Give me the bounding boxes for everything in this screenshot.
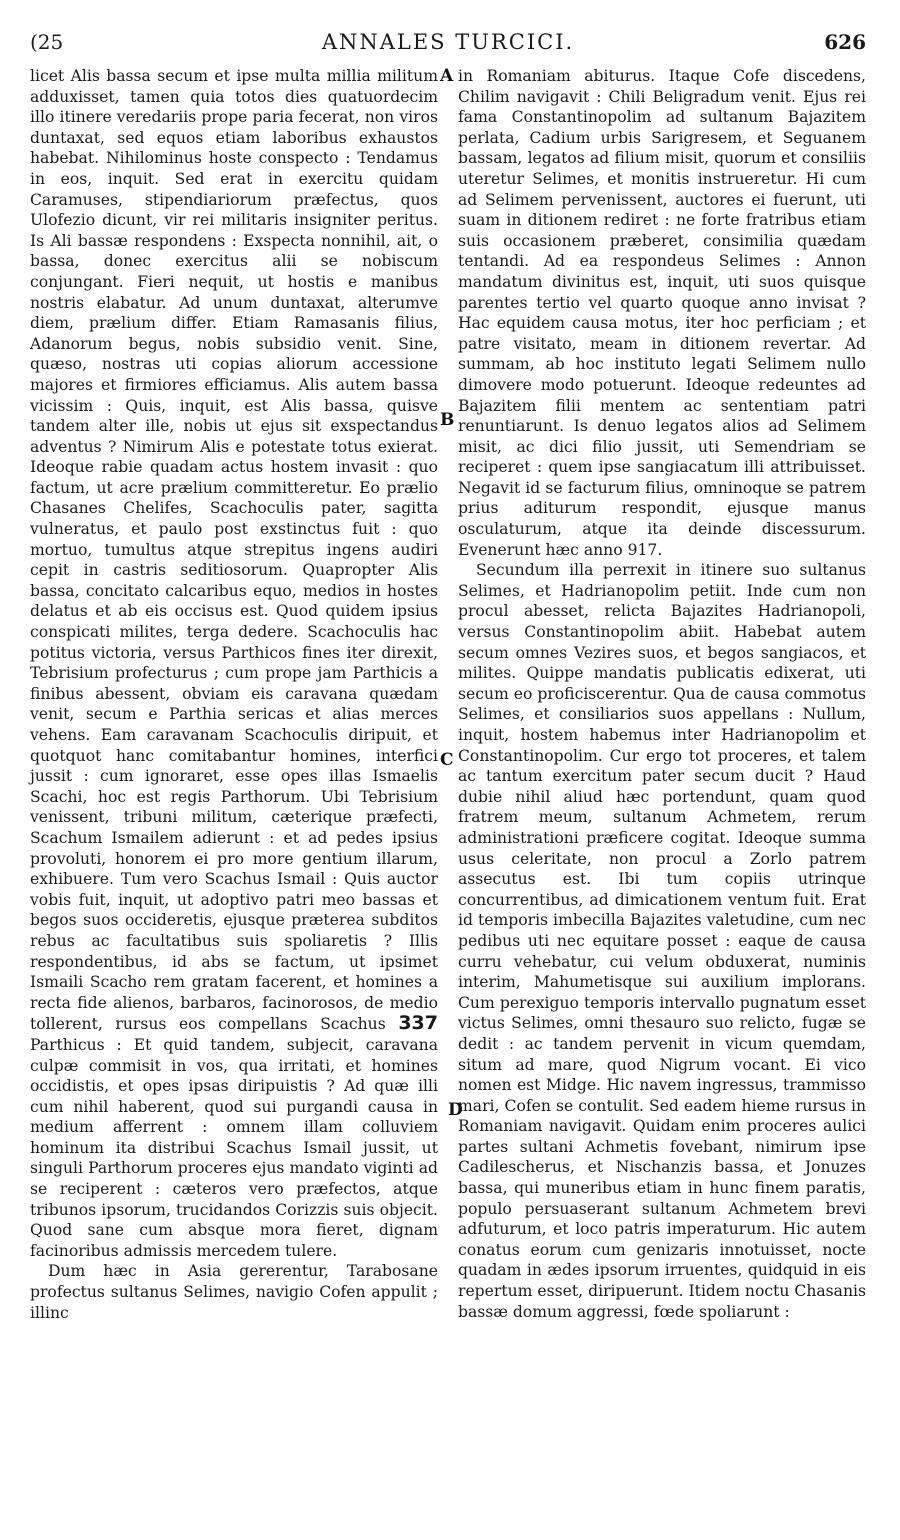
right-paragraph-2: Secundum illa perrexit in itinere suo sultanus Selimes, et Hadrianopolim petiit. Inde cum non procul abesset, relicta Bajazites Hadrianopoli, versus Constantinopolim abiit. Habebat autem secum omnes Vezires suos, et begos sangiacos, et milites. Quippe mandatis publicatis edixerat, uti secum eo proficiscerentur. Qua de causa commotus Selimes, et consiliarios suos appellans : Nullum, inquit, hostem habemus inter Hadrianopolim et Constantinopolim. Cur ergo tot proceres, et talem ac tantum exercitum pater secum ducit ? Haud dubie nihil aliud hæc portendunt, quam quod fratrem meum, sultanum Achmetem, rerum administrationi præficere cogitat. Ideoque summa usus celeritate, non procul a Zorlo patrem assecutus est. Ibi tum copiis utrinque concurrentibus, ad dimicationem ventum fuit. Erat id temporis imbecilla Bajazites valetudine, cum nec pedibus uti nec equitare posset : eaque de causa curru vehebatur, cui velum obduxerat, numinis interim, Mahumetisque sui auxilium implorans. Cum perexiguo temporis intervallo pugnatum esset victus Selimes, omni thesauro suo relicto, fugæ se dedit : ac tandem pervenit in vicum quemdam, situm ad mare, quod Nigrum vocant. Ei vico nomen est Midge. Hic navem ingressus, trammisso mari, Cofen se contulit. Sed eadem hieme rursus in Romaniam navigavit. Quidam enim proceres aulici partes sultani Achmetis fovebant, nimirum ipse Cadilescherus, et Nischanzis bassa, et Jonuzes bassa, qui muneribus etiam in hunc finem paratis, populo persuaserant sultanum Achmetem brevi adfuturum, et loco patris imperaturum. Hic autem conatus eorum cum genizaris innotuisset, nocte quadam in ædes ipsorum irruentes, quidquid in eis repertum esset, diripuerunt. Itidem noctu Chasanis bassæ domum aggressi, fœde spoliarunt : xyxy=(458,561,866,1321)
page-number: 626 xyxy=(824,30,866,54)
signature-mark: 337 xyxy=(398,1012,438,1035)
page-mark-left: (25 xyxy=(30,30,64,54)
left-paragraph-1 xyxy=(30,66,438,1261)
right-column xyxy=(458,66,866,1322)
left-column xyxy=(30,66,438,1323)
left-paragraph-1-text-a: licet Alis bassa secum et ipse multa millia militum adduxisset, tamen quia totos dies quatuordecim illo itinere veredariis prope paria fecerat, non viros duntaxat, sed equos etiam laboribus exhaustos habebat. Nihilominus hoste conspecto : Tendamus in eos, inquit. Sed erat in exercitu quidam Caramuses, stipendiariorum præfectus, quos Ulofezio dicunt, vir rei militaris insigniter peritus. Is Ali bassæ respondens : Exspecta nonnihil, ait, o bassa, donec exercitus alii se nobiscum conjungant. Fieri nequit, ut hostis e manibus nostris elabatur. Ad unum duntaxat, alterumve diem, prælium differ. Etiam Ramasanis filius, Adanorum begus, nobis subsidio venit. Sine, quæso, nostras uti copias aliorum accessione majores et firmiores efficiamus. Alis autem bassa vicissim : Quis, inquit, est Alis bassa, quisve tandem alter ille, nobis ut ejus sit exspectandus adventus ? Nimirum Alis e potestate totus exierat. Ideoque rabie quadam actus hostem invasit : quo factum, ut acre prælium committeretur. Eo prælio Chasanes Chelifes, Scachoculis pater, sagitta vulneratus, et paulo post exstinctus fuit : quo mortuo, tumultus atque strepitus ingens audiri cepit in castris seditiosorum. Quapropter Alis bassa, concitato calcaribus equo, medios in hostes delatus et ab eis occisus est. Quod quidem ipsius conspicati milites, terga dedere. Scachoculis hac potitus victoria, versus Parthicos fines iter direxit, Tebrisium profecturus ; cum prope jam Parthicis a finibus abessent, obviam eis caravana quædam venit, secum e Parthia sericas et alias merces vehens. Eam caravanam Scachoculis diripuit, et quotquot hanc comitabantur homines, interfici jussit : cum ignoraret, esse opes illas Ismaelis Scachi, hoc est regis Parthorum. Ubi Tebrisium venissent, tribuni militum, cæterique præfecti, Scachum Ismailem adierunt : et ad pedes ipsius provoluti, honorem ei pro more gentium illarum, exhibuere. Tum vero Scachus Ismail : Quis auctor vobis fuit, inquit, ut adoptivo patri meo bassas et begos suos occideretis, ejusque præterea subditos rebus ac facultatibus suis spoliaretis ? Illis respondentibus, id abs se factum, ut ipsimet Ismaili Scacho rem gratam facerent, et homines a recta fide alienos, barbaros, facinorosos, de medio tollerent, rursus eos compellans Scachus xyxy=(30,67,438,1034)
margin-marker-a: A xyxy=(440,66,454,86)
margin-marker-b: B xyxy=(440,410,455,430)
margin-marker-c: C xyxy=(440,750,454,770)
left-paragraph-2: Dum hæc in Asia gererentur, Tarabosane profectus sultanus Selimes, navigio Cofen appulit ; illinc xyxy=(30,1262,438,1322)
margin-marker-d: D xyxy=(448,1100,463,1120)
right-paragraph-1: in Romaniam abiturus. Itaque Cofe discedens, Chilim navigavit : Chili Beligradum venit. Ejus rei fama Constantinopolim ad sultanum Bajazitem perlata, Cadium urbis Sarigresem, et Seguanem bassam, legatos ad filium misit, quorum et consiliis uteretur Selimes, et monitis instrueretur. Hi cum ad Selimem pervenissent, auctores ei fuerunt, uti suam in ditionem rediret : ne forte fratribus etiam suis occasionem præberet, consimilia quædam tentandi. Ad ea respondeus Selimes : Annon mandatum divinitus est, inquit, uti suos quisque parentes tertio vel quarto quoque anno invisat ? Hac equidem causa motus, iter hoc perficiam ; et patre visitato, meam in ditionem revertar. Ad summam, ab hoc instituto legati Selimem nullo dimovere modo potuerunt. Ideoque redeuntes ad Bajazitem filii mentem ac sententiam patri renuntiarunt. Is denuo legatos alios ad Selimem misit, ac dici filio jussit, uti Semendriam se reciperet : quem ipse sangiacatum illi attribuisset. Negavit id se facturum filius, omninoque se patrem prius aditurum respondit, ejusque manus osculaturum, atque ita deinde discessurum. Evenerunt hæc anno 917. xyxy=(458,67,866,559)
left-paragraph-1-text-b: Parthicus : Et quid tandem, subjecit, caravana culpæ commisit in vos, qua irritati, et homines occidistis, et opes ipsas diripuistis ? Ad quæ illi cum nihil haberent, quod sui purgandi causa in medium afferrent : omnem illam colluviem hominum ita distribui Scachus Ismail jussit, ut singuli Parthorum proceres ejus mandato viginti ad se reciperent : cæteros vero præfectos, atque tribunos ipsorum, trucidandos Corizzis suis objecit. Quod sane cum absque mora fieret, dignam facinoribus admissis mercedem tulere. xyxy=(30,1035,438,1260)
running-title: ANNALES TURCICI. xyxy=(321,30,575,54)
running-header xyxy=(30,30,866,60)
